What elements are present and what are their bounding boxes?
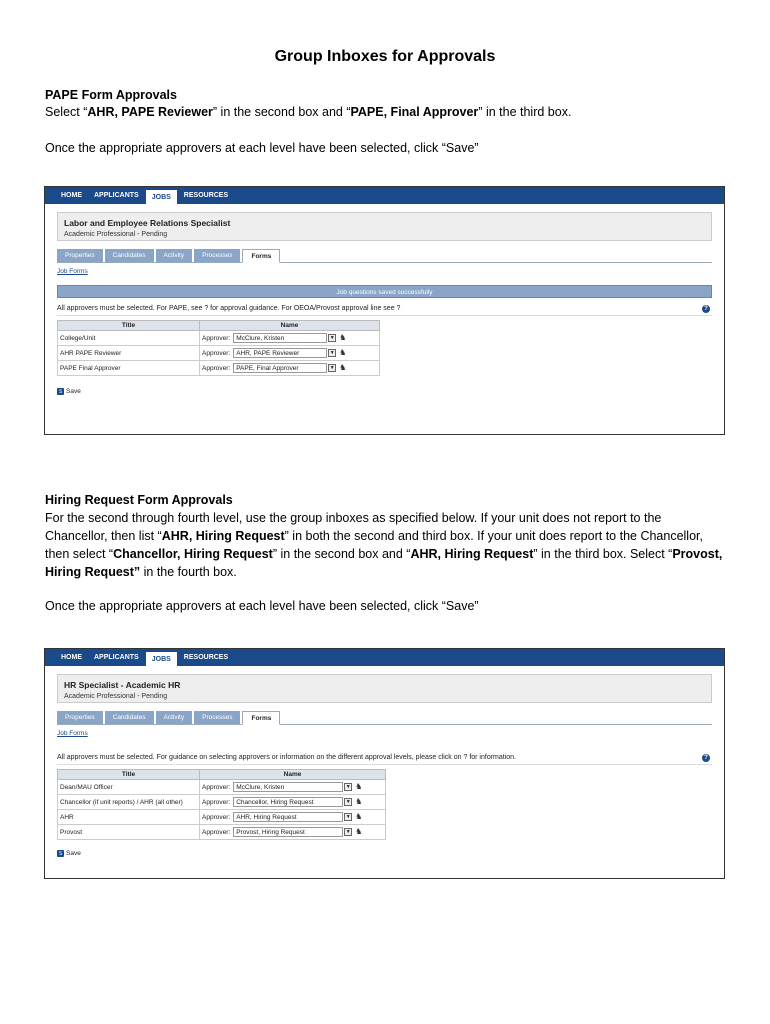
top-nav <box>45 649 724 666</box>
tab-processes[interactable]: Processes <box>194 711 240 724</box>
table-row <box>58 780 386 795</box>
table-row <box>58 361 380 376</box>
help-icon[interactable]: ? <box>702 305 710 313</box>
save-label: Save <box>66 850 81 857</box>
nav-applicants[interactable]: APPLICANTS <box>94 654 139 661</box>
job-forms-link[interactable]: Job Forms <box>57 730 88 737</box>
chevron-down-icon[interactable]: ▼ <box>345 814 351 820</box>
posting-status: Academic Professional - Pending <box>64 693 168 700</box>
approver-title: Chancellor (if unit reports) / AHR (all other) <box>58 795 200 810</box>
approver-label: Approver: <box>202 828 231 836</box>
screenshot-hiring-approvals <box>44 648 725 879</box>
user-lookup-icon[interactable]: ♞ <box>355 827 363 836</box>
screenshot-pape-approvals <box>44 186 725 435</box>
saved-banner: Job questions saved successfully <box>57 285 712 298</box>
user-lookup-icon[interactable]: ♞ <box>339 348 347 357</box>
hiring-save-note: Once the appropriate approvers at each level have been selected, click “Save” <box>45 599 479 613</box>
tab-forms[interactable]: Forms <box>242 249 280 263</box>
approver-title: PAPE Final Approver <box>58 361 200 376</box>
chevron-down-icon[interactable]: ▼ <box>329 335 335 341</box>
tab-properties[interactable]: Properties <box>57 249 103 262</box>
table-row <box>58 825 386 840</box>
nav-resources[interactable]: RESOURCES <box>183 192 229 199</box>
nav-resources[interactable]: RESOURCES <box>183 654 229 661</box>
approver-select[interactable]: McClure, Kristen <box>233 333 327 343</box>
pape-save-note: Once the appropriate approvers at each level have been selected, click “Save” <box>45 141 479 155</box>
table-row <box>58 331 380 346</box>
user-lookup-icon[interactable]: ♞ <box>355 782 363 791</box>
chevron-down-icon[interactable]: ▼ <box>329 350 335 356</box>
nav-home[interactable]: HOME <box>61 192 82 199</box>
approver-select[interactable]: Chancellor, Hiring Request <box>233 797 343 807</box>
tab-properties[interactable]: Properties <box>57 711 103 724</box>
approver-notice: All approvers must be selected. For guidance on selecting approvers or information on the different approval levels, please click on ? for information. <box>57 754 517 761</box>
col-title: Title <box>58 321 200 331</box>
col-name: Name <box>200 770 386 780</box>
save-button[interactable] <box>57 388 712 395</box>
approver-title: AHR <box>58 810 200 825</box>
posting-tabs <box>57 249 712 263</box>
job-forms-link[interactable]: Job Forms <box>57 268 88 275</box>
save-label: Save <box>66 388 81 395</box>
table-row <box>58 795 386 810</box>
posting-header <box>57 212 712 241</box>
table-row <box>58 346 380 361</box>
posting-status: Academic Professional - Pending <box>64 231 168 238</box>
approvers-table <box>57 769 386 840</box>
approver-select[interactable]: AHR, Hiring Request <box>233 812 343 822</box>
nav-home[interactable]: HOME <box>61 654 82 661</box>
approver-notice: All approvers must be selected. For PAPE, see ? for approval guidance. For OEOA/Provost approval line see ? <box>57 305 401 312</box>
posting-tabs <box>57 711 712 725</box>
save-icon: S <box>58 388 63 395</box>
document-title: Group Inboxes for Approvals <box>274 48 496 65</box>
tab-activity[interactable]: Activity <box>156 249 193 262</box>
user-lookup-icon[interactable]: ♞ <box>339 363 347 372</box>
approver-title: AHR PAPE Reviewer <box>58 346 200 361</box>
approver-select[interactable]: Provost, Hiring Request <box>233 827 343 837</box>
approver-label: Approver: <box>202 364 231 372</box>
tab-processes[interactable]: Processes <box>194 249 240 262</box>
save-icon: S <box>58 850 63 857</box>
chevron-down-icon[interactable]: ▼ <box>345 784 351 790</box>
approver-select[interactable]: AHR, PAPE Reviewer <box>233 348 327 358</box>
col-title: Title <box>58 770 200 780</box>
approver-select[interactable]: McClure, Kristen <box>233 782 343 792</box>
nav-jobs[interactable]: JOBS <box>145 189 178 204</box>
chevron-down-icon[interactable]: ▼ <box>329 365 335 371</box>
approver-label: Approver: <box>202 349 231 357</box>
table-row <box>58 810 386 825</box>
nav-jobs[interactable]: JOBS <box>145 651 178 666</box>
approver-notice-row <box>57 302 712 316</box>
top-nav <box>45 187 724 204</box>
tab-forms[interactable]: Forms <box>242 711 280 725</box>
pape-instruction: Select “AHR, PAPE Reviewer” in the second box and “PAPE, Final Approver” in the third box. <box>45 105 572 119</box>
approver-notice-row <box>57 751 712 765</box>
nav-applicants[interactable]: APPLICANTS <box>94 192 139 199</box>
section-heading-pape: PAPE Form Approvals <box>45 88 177 102</box>
section-heading-hiring: Hiring Request Form Approvals <box>45 493 233 507</box>
approver-select[interactable]: PAPE, Final Approver <box>233 363 327 373</box>
user-lookup-icon[interactable]: ♞ <box>355 812 363 821</box>
approver-title: College/Unit <box>58 331 200 346</box>
save-button[interactable] <box>57 850 712 857</box>
approver-title: Dean/MAU Officer <box>58 780 200 795</box>
posting-title: Labor and Employee Relations Specialist <box>64 218 231 228</box>
approver-title: Provost <box>58 825 200 840</box>
col-name: Name <box>200 321 380 331</box>
help-icon[interactable]: ? <box>702 754 710 762</box>
user-lookup-icon[interactable]: ♞ <box>355 797 363 806</box>
approvers-table <box>57 320 380 376</box>
chevron-down-icon[interactable]: ▼ <box>345 799 351 805</box>
tab-candidates[interactable]: Candidates <box>105 711 154 724</box>
approver-label: Approver: <box>202 783 231 791</box>
approver-label: Approver: <box>202 798 231 806</box>
approver-label: Approver: <box>202 813 231 821</box>
posting-header <box>57 674 712 703</box>
posting-title: HR Specialist - Academic HR <box>64 680 181 690</box>
hiring-instruction: For the second through fourth level, use the group inboxes as specified below. If your unit does not report to the Chancellor, then list “AHR, Hiring Request” in both the second and third box. If your unit does report to the Chancellor, then select “Chancellor, Hiring Request” in the second box and “AHR, Hiring Request” in the third box. Select “Provost, Hiring Request” in the fourth box. <box>45 511 723 579</box>
tab-activity[interactable]: Activity <box>156 711 193 724</box>
user-lookup-icon[interactable]: ♞ <box>339 333 347 342</box>
tab-candidates[interactable]: Candidates <box>105 249 154 262</box>
chevron-down-icon[interactable]: ▼ <box>345 829 351 835</box>
approver-label: Approver: <box>202 334 231 342</box>
